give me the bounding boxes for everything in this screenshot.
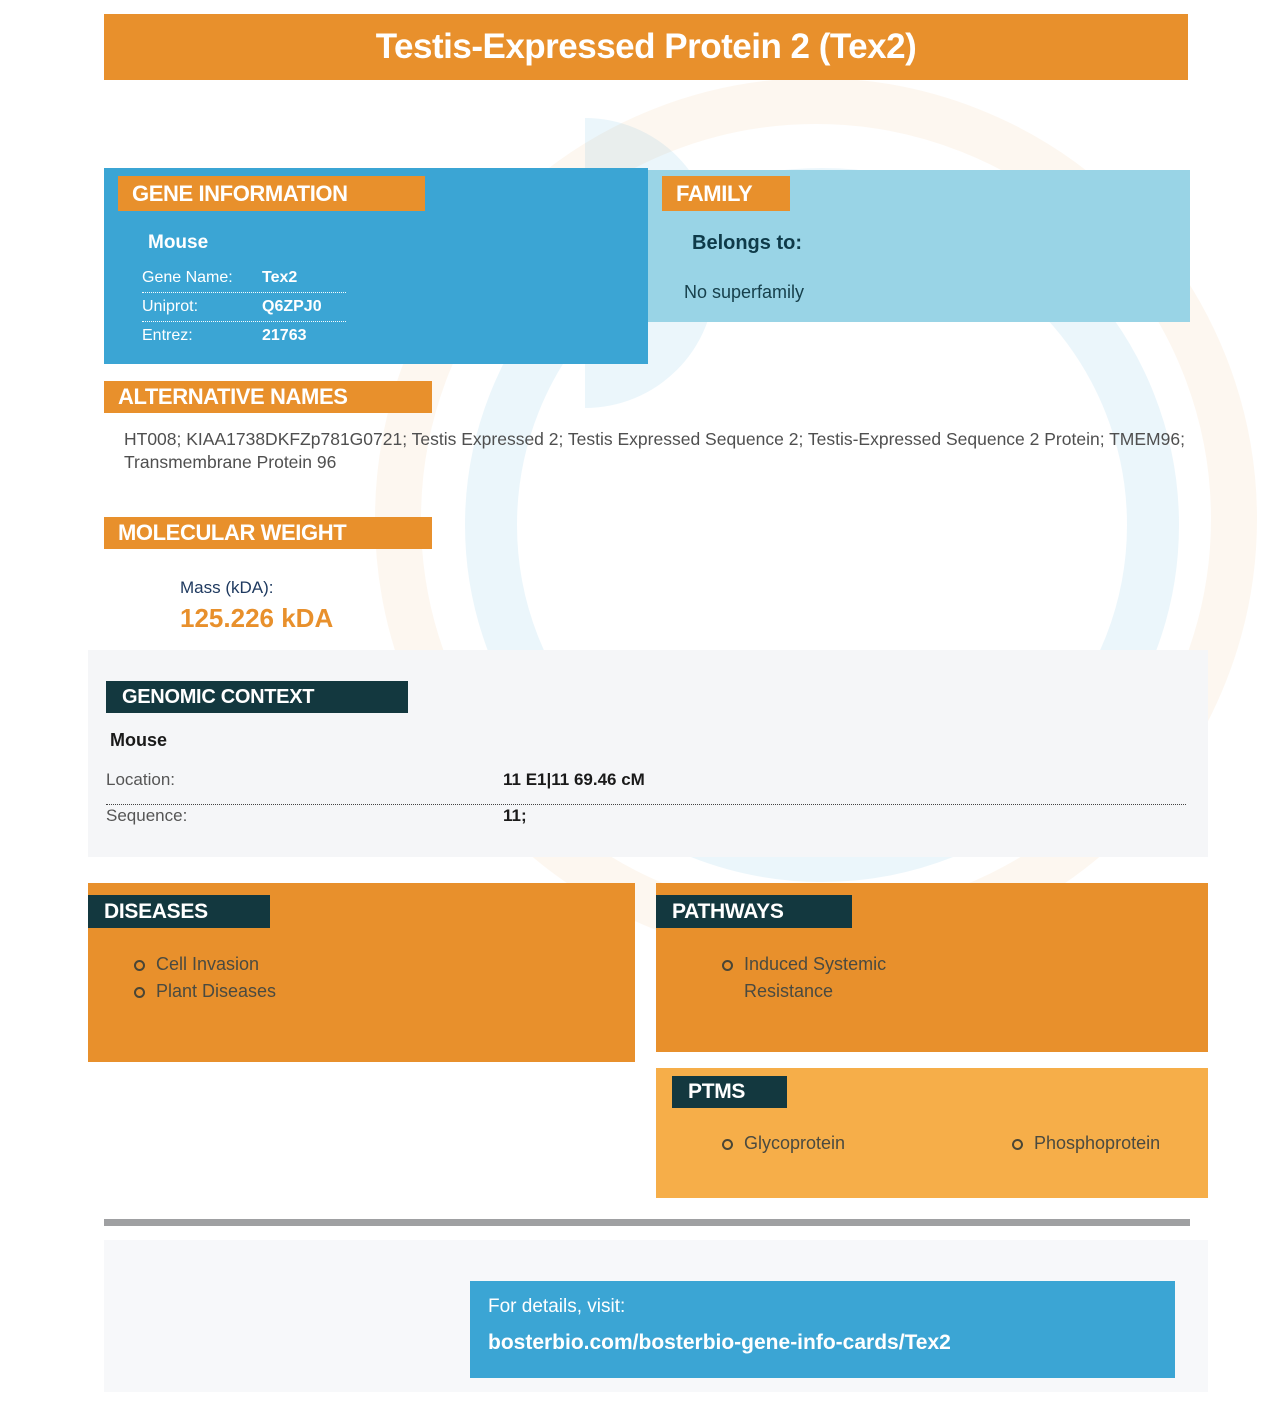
table-row: [106, 770, 1186, 805]
table-row: [142, 293, 346, 322]
genomic-context-panel: [88, 650, 1208, 857]
alternative-names-text: HT008; KIAA1738DKFZp781G0721; Testis Expressed 2; Testis Expressed Sequence 2; Testis-Expressed Sequence 2 Protein; TMEM96; Transmembrane Protein 96: [124, 429, 1185, 472]
list-item: Induced Systemic Resistance: [714, 951, 904, 1005]
footer-visit-label: For details, visit:: [488, 1296, 626, 1317]
belongs-to-label: Belongs to:: [692, 232, 802, 254]
list-item: Cell Invasion: [126, 951, 276, 978]
sequence-value: 11;: [503, 806, 527, 825]
table-row: [142, 322, 346, 350]
entrez-value: 21763: [262, 327, 307, 344]
family-header: FAMILY: [662, 176, 790, 211]
gene-information-panel: [104, 168, 648, 364]
location-value: 11 E1|11 69.46 cM: [503, 770, 645, 789]
table-row: [142, 264, 346, 293]
pathways-header: PATHWAYS: [656, 895, 852, 928]
page-title: Testis-Expressed Protein 2 (Tex2): [104, 14, 1188, 80]
mass-value: 125.226 kDA: [180, 603, 334, 633]
diseases-panel: [88, 883, 635, 1062]
family-panel: [648, 170, 1190, 322]
pathways-panel: [656, 883, 1208, 1052]
ptms-panel: [656, 1068, 1208, 1198]
diseases-header: DISEASES: [88, 895, 270, 928]
gene-species-label: Mouse: [148, 232, 209, 253]
diseases-list: [126, 951, 276, 1005]
footer-panel: [104, 1240, 1208, 1392]
footer-url-link[interactable]: bosterbio.com/bosterbio-gene-info-cards/Tex2: [488, 1331, 951, 1354]
sequence-label: Sequence:: [106, 806, 188, 825]
alternative-names-header: ALTERNATIVE NAMES: [104, 381, 432, 413]
genomic-species-label: Mouse: [110, 730, 168, 750]
location-label: Location:: [106, 770, 175, 789]
mass-label: Mass (kDA):: [180, 578, 274, 597]
gene-information-header: GENE INFORMATION: [118, 176, 425, 211]
genomic-context-header: GENOMIC CONTEXT: [106, 681, 408, 713]
gene-information-table: [142, 264, 346, 350]
pathways-list: [714, 951, 904, 1005]
gene-name-value: Tex2: [262, 269, 298, 286]
list-item: Glycoprotein: [714, 1130, 1004, 1157]
footer-divider: [104, 1219, 1190, 1226]
table-row: [106, 806, 1186, 826]
gene-name-label: Gene Name:: [142, 269, 233, 286]
ptms-list: [714, 1130, 1288, 1157]
footer-callout: [470, 1281, 1175, 1378]
ptms-header: PTMS: [672, 1076, 787, 1108]
family-value: No superfamily: [684, 282, 805, 302]
uniprot-value: Q6ZPJ0: [262, 298, 322, 315]
entrez-label: Entrez:: [142, 327, 193, 344]
uniprot-label: Uniprot:: [142, 298, 199, 315]
molecular-weight-header: MOLECULAR WEIGHT: [104, 517, 432, 549]
list-item: Plant Diseases: [126, 978, 276, 1005]
list-item: Phosphoprotein: [1004, 1130, 1288, 1157]
